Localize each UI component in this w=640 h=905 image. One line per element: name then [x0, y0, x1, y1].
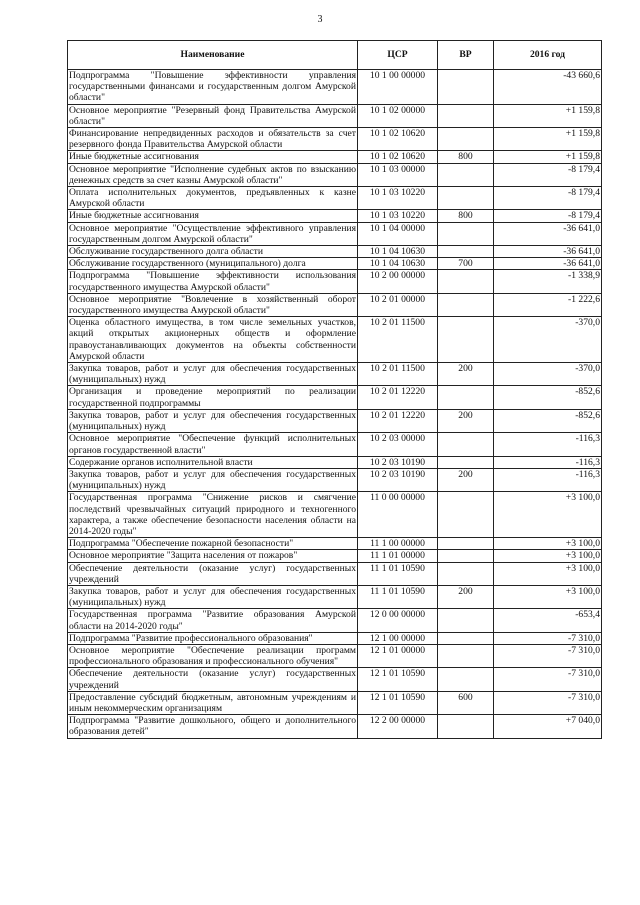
- row-vr-cell: [438, 293, 494, 316]
- table-row: [68, 492, 602, 538]
- row-vr-cell: [438, 163, 494, 186]
- row-amount-cell: +7 040,0: [494, 715, 602, 738]
- row-csr-cell: 11 1 01 00000: [358, 550, 438, 562]
- row-amount-cell: -36 641,0: [494, 258, 602, 270]
- header-vr: ВР: [438, 41, 494, 70]
- row-name-cell: Подпрограмма "Повышение эффективности использования государственного имущества Амурской области": [69, 270, 356, 293]
- row-csr-cell: 10 2 01 11500: [358, 317, 438, 363]
- row-amount-cell: -116,3: [494, 468, 602, 491]
- row-amount-cell: -36 641,0: [494, 246, 602, 258]
- row-vr-cell: [438, 644, 494, 667]
- row-csr-cell: 10 2 01 11500: [358, 363, 438, 386]
- row-vr-cell: [438, 562, 494, 585]
- table-row: [68, 317, 602, 363]
- header-year: 2016 год: [494, 41, 602, 70]
- row-csr-cell: 12 1 01 10590: [358, 691, 438, 714]
- row-csr-cell: 10 2 00 00000: [358, 270, 438, 293]
- row-csr-cell: 10 1 03 00000: [358, 163, 438, 186]
- row-csr-cell: 10 2 01 12220: [358, 386, 438, 409]
- row-amount-cell: -8 179,4: [494, 210, 602, 222]
- row-vr-cell: 200: [438, 585, 494, 608]
- row-vr-cell: [438, 550, 494, 562]
- table-row: [68, 468, 602, 491]
- row-vr-cell: 600: [438, 691, 494, 714]
- header-name: Наименование: [68, 41, 358, 70]
- header-csr: ЦСР: [358, 41, 438, 70]
- table-row: [68, 644, 602, 667]
- row-csr-cell: 10 1 00 00000: [358, 70, 438, 105]
- table-row: [68, 715, 602, 738]
- table-row: [68, 222, 602, 245]
- table-header-row: [68, 41, 602, 70]
- row-name-cell: Обеспечение деятельности (оказание услуг) государственных учреждений: [69, 562, 356, 585]
- row-amount-cell: -852,6: [494, 409, 602, 432]
- row-name-cell: Иные бюджетные ассигнования: [68, 210, 358, 222]
- row-vr-cell: [438, 668, 494, 691]
- row-csr-cell: 10 2 03 10190: [358, 456, 438, 468]
- row-csr-cell: 10 1 04 10630: [358, 246, 438, 258]
- row-csr-cell: 12 1 00 00000: [358, 632, 438, 644]
- row-csr-cell: 10 2 01 00000: [358, 293, 438, 316]
- row-amount-cell: -370,0: [494, 317, 602, 363]
- row-amount-cell: +3 100,0: [494, 538, 602, 550]
- row-csr-cell: 10 2 03 10190: [358, 468, 438, 491]
- row-vr-cell: 800: [438, 210, 494, 222]
- row-csr-cell: 11 1 01 10590: [358, 585, 438, 608]
- table-row: [68, 668, 602, 691]
- row-name-cell: Закупка товаров, работ и услуг для обеспечения государственных (муниципальных) нужд: [69, 468, 356, 492]
- row-amount-cell: -116,3: [494, 456, 602, 468]
- table-row: [68, 632, 602, 644]
- row-vr-cell: [438, 222, 494, 245]
- table-row: [68, 409, 602, 432]
- row-name-cell: Основное мероприятие "Вовлечение в хозяйственный оборот государственного имущества Амурской области": [69, 293, 356, 317]
- table-row: [68, 363, 602, 386]
- row-vr-cell: 800: [438, 151, 494, 163]
- row-vr-cell: 200: [438, 468, 494, 491]
- row-csr-cell: 11 1 01 10590: [358, 562, 438, 585]
- row-name-cell: Оценка областного имущества, в том числе земельных участков, акций открытых акционерных обществ и оформление правоустанавливающих документов на объекты собственности Амурской области: [69, 317, 356, 362]
- row-amount-cell: -7 310,0: [494, 668, 602, 691]
- row-vr-cell: [438, 104, 494, 127]
- row-amount-cell: -43 660,6: [494, 70, 602, 105]
- row-name-cell: Подпрограмма "Повышение эффективности управления государственными финансами и государственным долгом Амурской области": [69, 70, 356, 104]
- row-name-cell: Основное мероприятие "Резервный фонд Правительства Амурской области": [69, 104, 356, 127]
- row-name-cell: Подпрограмма "Развитие профессионального образования": [68, 632, 358, 644]
- row-amount-cell: +3 100,0: [494, 585, 602, 608]
- row-vr-cell: 200: [438, 363, 494, 386]
- row-amount-cell: +3 100,0: [494, 492, 602, 538]
- row-vr-cell: [438, 609, 494, 632]
- table-row: [68, 187, 602, 210]
- row-csr-cell: 11 1 00 00000: [358, 538, 438, 550]
- table-row: [68, 246, 602, 258]
- row-name-cell: Подпрограмма "Обеспечение пожарной безопасности": [68, 538, 358, 550]
- row-vr-cell: [438, 270, 494, 293]
- table-body: [68, 70, 602, 739]
- row-amount-cell: -7 310,0: [494, 632, 602, 644]
- row-vr-cell: [438, 632, 494, 644]
- row-name-cell: Обслуживание государственного долга области: [68, 246, 358, 258]
- table-row: [68, 609, 602, 632]
- row-amount-cell: -8 179,4: [494, 163, 602, 186]
- table-row: [68, 70, 602, 105]
- row-csr-cell: 12 2 00 00000: [358, 715, 438, 738]
- row-name-cell: Государственная программа "Снижение рисков и смягчение последствий чрезвычайных ситуаций природного и техногенного характера, а также обеспечение безопасности населения области на 2014-2020 годы": [69, 492, 356, 537]
- row-amount-cell: -1 338,9: [494, 270, 602, 293]
- row-vr-cell: [438, 128, 494, 151]
- row-name-cell: Организация и проведение мероприятий по реализации государственной подпрограммы: [69, 386, 356, 409]
- row-name-cell: Обслуживание государственного (муниципального) долга: [68, 258, 358, 270]
- row-vr-cell: [438, 317, 494, 363]
- row-csr-cell: 10 1 04 10630: [358, 258, 438, 270]
- budget-table: [67, 40, 602, 739]
- row-name-cell: Основное мероприятие "Обеспечение функций исполнительных органов государственной власти": [69, 433, 356, 456]
- row-name-cell: Финансирование непредвиденных расходов и обязательств за счет резервного фонда Правительства Амурской области: [69, 128, 356, 151]
- row-csr-cell: 12 1 01 10590: [358, 668, 438, 691]
- row-amount-cell: +1 159,8: [494, 128, 602, 151]
- row-name-cell: Содержание органов исполнительной власти: [68, 456, 358, 468]
- row-name-cell: Оплата исполнительных документов, предъявленных к казне Амурской области: [69, 187, 356, 210]
- row-amount-cell: -36 641,0: [494, 222, 602, 245]
- table-row: [68, 456, 602, 468]
- row-amount-cell: -7 310,0: [494, 644, 602, 667]
- table-row: [68, 550, 602, 562]
- row-amount-cell: -653,4: [494, 609, 602, 632]
- row-vr-cell: [438, 715, 494, 738]
- table-row: [68, 293, 602, 316]
- row-vr-cell: [438, 456, 494, 468]
- table-row: [68, 270, 602, 293]
- row-amount-cell: +3 100,0: [494, 550, 602, 562]
- table-row: [68, 386, 602, 409]
- row-csr-cell: 10 1 03 10220: [358, 210, 438, 222]
- row-csr-cell: 10 1 03 10220: [358, 187, 438, 210]
- row-vr-cell: [438, 246, 494, 258]
- row-name-cell: Государственная программа "Развитие образования Амурской области на 2014-2020 годы": [69, 609, 356, 632]
- row-csr-cell: 11 0 00 00000: [358, 492, 438, 538]
- row-amount-cell: +3 100,0: [494, 562, 602, 585]
- table-row: [68, 433, 602, 456]
- row-amount-cell: -8 179,4: [494, 187, 602, 210]
- row-csr-cell: 10 1 02 00000: [358, 104, 438, 127]
- row-vr-cell: [438, 386, 494, 409]
- row-csr-cell: 10 2 03 00000: [358, 433, 438, 456]
- row-csr-cell: 12 1 01 00000: [358, 644, 438, 667]
- table-row: [68, 104, 602, 127]
- row-name-cell: Предоставление субсидий бюджетным, автономным учреждениям и иным некоммерческим организациям: [69, 691, 356, 714]
- row-name-cell: Основное мероприятие "Исполнение судебных актов по взысканию денежных средств за счет казны Амурской области": [69, 163, 356, 186]
- row-vr-cell: 200: [438, 409, 494, 432]
- row-name-cell: Иные бюджетные ассигнования: [68, 151, 358, 163]
- row-name-cell: Основное мероприятие "Осуществление эффективного управления государственным долгом Амурской области": [69, 222, 356, 245]
- row-name-cell: Основное мероприятие "Обеспечение реализации программ профессионального образования и профессионального обучения": [69, 644, 356, 668]
- row-csr-cell: 10 1 04 00000: [358, 222, 438, 245]
- row-amount-cell: -852,6: [494, 386, 602, 409]
- table-row: [68, 151, 602, 163]
- row-name-cell: Закупка товаров, работ и услуг для обеспечения государственных (муниципальных) нужд: [69, 409, 356, 433]
- table-row: [68, 163, 602, 186]
- row-csr-cell: 10 1 02 10620: [358, 151, 438, 163]
- page-number: 3: [317, 14, 323, 25]
- row-name-cell: Подпрограмма "Развитие дошкольного, общего и дополнительного образования детей": [69, 715, 356, 738]
- row-vr-cell: [438, 433, 494, 456]
- row-name-cell: Закупка товаров, работ и услуг для обеспечения государственных (муниципальных) нужд: [69, 585, 356, 609]
- table-row: [68, 258, 602, 270]
- table-row: [68, 128, 602, 151]
- row-amount-cell: +1 159,8: [494, 104, 602, 127]
- table-row: [68, 538, 602, 550]
- row-name-cell: Закупка товаров, работ и услуг для обеспечения государственных (муниципальных) нужд: [69, 363, 356, 386]
- row-name-cell: Основное мероприятие "Защита населения от пожаров": [68, 550, 358, 562]
- row-vr-cell: [438, 187, 494, 210]
- row-vr-cell: 700: [438, 258, 494, 270]
- row-amount-cell: -370,0: [494, 363, 602, 386]
- row-name-cell: Обеспечение деятельности (оказание услуг) государственных учреждений: [69, 668, 356, 691]
- table-row: [68, 691, 602, 714]
- row-amount-cell: +1 159,8: [494, 151, 602, 163]
- row-vr-cell: [438, 538, 494, 550]
- table-row: [68, 562, 602, 585]
- row-amount-cell: -7 310,0: [494, 691, 602, 714]
- table-row: [68, 585, 602, 608]
- row-vr-cell: [438, 70, 494, 105]
- row-csr-cell: 10 1 02 10620: [358, 128, 438, 151]
- row-amount-cell: -1 222,6: [494, 293, 602, 316]
- table-row: [68, 210, 602, 222]
- row-amount-cell: -116,3: [494, 433, 602, 456]
- row-csr-cell: 10 2 01 12220: [358, 409, 438, 432]
- row-vr-cell: [438, 492, 494, 538]
- row-csr-cell: 12 0 00 00000: [358, 609, 438, 632]
